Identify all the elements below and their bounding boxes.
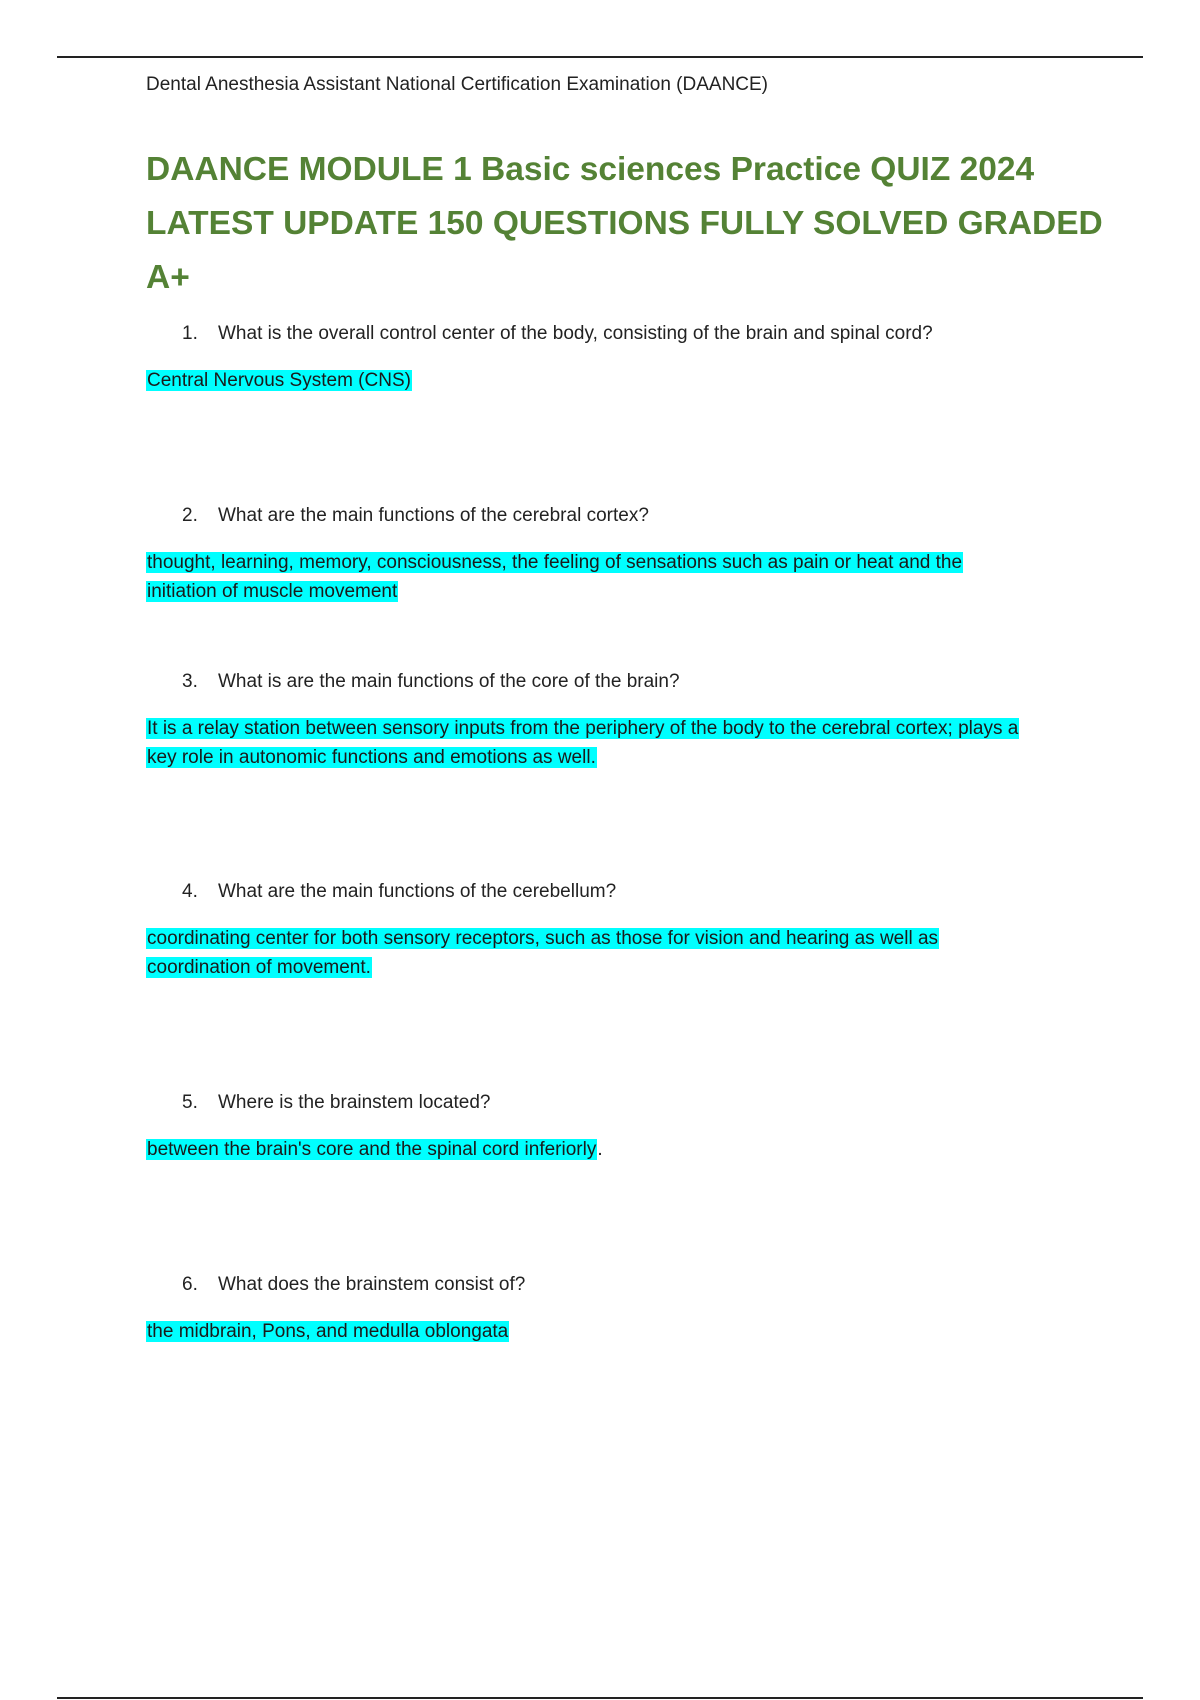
question-4 <box>146 879 1106 905</box>
answer-1 <box>146 366 1106 395</box>
question-number: 3. <box>182 671 198 692</box>
qa-item-5 <box>146 1090 1106 1164</box>
answer-text-line-1: thought, learning, memory, consciousness, the feeling of sensations such as pain or heat and the <box>147 552 963 573</box>
question-1 <box>146 321 1106 347</box>
qa-item-4 <box>146 879 1106 982</box>
question-text: What is the overall control center of the body, consisting of the brain and spinal cord? <box>218 323 933 344</box>
question-number: 6. <box>182 1274 198 1295</box>
answer-text: between the brain's core and the spinal cord inferiorly <box>147 1139 597 1160</box>
question-number: 4. <box>182 881 198 902</box>
question-2 <box>146 503 1106 529</box>
answer-text: the midbrain, Pons, and medulla oblongata <box>147 1321 509 1342</box>
answer-3 <box>146 714 1106 772</box>
qa-item-6 <box>146 1272 1106 1346</box>
answer-5 <box>146 1135 1106 1164</box>
answer-text-line-2: initiation of muscle movement <box>147 581 398 602</box>
answer-text-line-1: coordinating center for both sensory receptors, such as those for vision and hearing as well as <box>147 928 939 949</box>
answer-6 <box>146 1317 1106 1346</box>
qa-item-1 <box>146 321 1106 395</box>
answer-trailing-period: . <box>597 1139 603 1160</box>
answer-text: Central Nervous System (CNS) <box>147 370 411 391</box>
running-header: Dental Anesthesia Assistant National Certification Examination (DAANCE) <box>146 74 769 95</box>
question-text: What are the main functions of the cerebellum? <box>218 881 617 902</box>
question-number: 5. <box>182 1092 198 1113</box>
qa-item-2 <box>146 503 1106 606</box>
answer-text-line-2: coordination of movement. <box>147 957 371 978</box>
question-6 <box>146 1272 1106 1298</box>
bottom-rule <box>57 1697 1143 1699</box>
answer-4 <box>146 924 1106 982</box>
answer-text-line-1: It is a relay station between sensory inputs from the periphery of the body to the cerebral cortex; plays a <box>147 718 1019 739</box>
question-number: 1. <box>182 323 198 344</box>
question-5 <box>146 1090 1106 1116</box>
question-text: What does the brainstem consist of? <box>218 1274 526 1295</box>
question-text: What are the main functions of the cerebral cortex? <box>218 505 649 526</box>
question-3 <box>146 669 1106 695</box>
qa-item-3 <box>146 669 1106 772</box>
answer-text-line-2: key role in autonomic functions and emotions as well. <box>147 747 596 768</box>
top-rule <box>57 56 1143 58</box>
question-text: Where is the brainstem located? <box>218 1092 491 1113</box>
question-number: 2. <box>182 505 198 526</box>
document-title: DAANCE MODULE 1 Basic sciences Practice QUIZ 2024 LATEST UPDATE 150 QUESTIONS FULLY SOLVED GRADED A+ <box>146 151 1103 296</box>
answer-2 <box>146 548 1106 606</box>
question-text: What is are the main functions of the core of the brain? <box>218 671 680 692</box>
